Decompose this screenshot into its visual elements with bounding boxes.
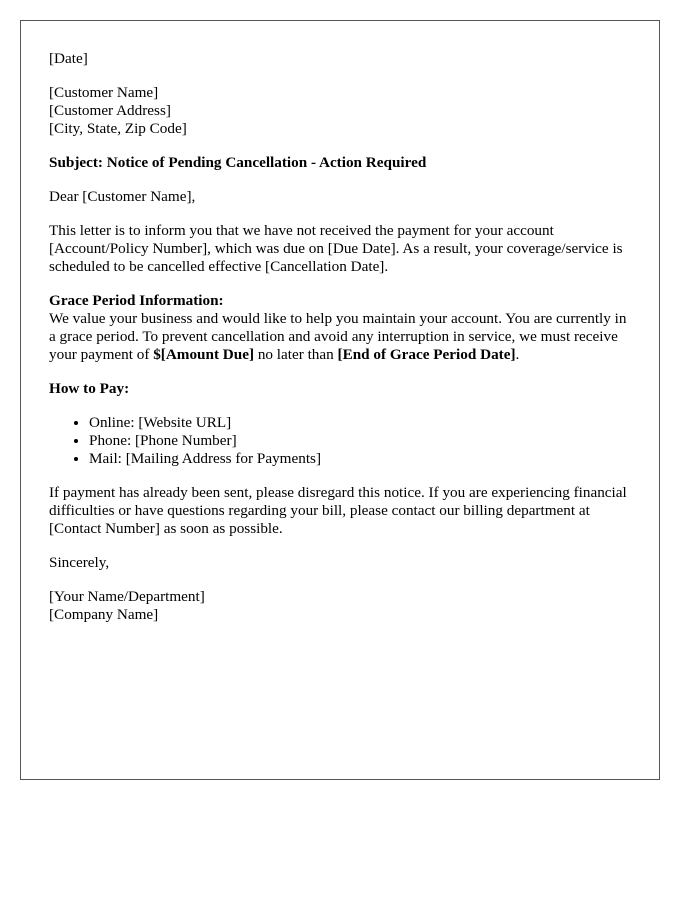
amount-due (153, 346, 254, 363)
payment-method-mail: • Mail: [Mailing Address for Payments] (89, 450, 631, 468)
letter-page (20, 20, 660, 780)
signature-block (49, 588, 631, 624)
salutation: Dear [Customer Name], (49, 188, 196, 205)
amount-placeholder: [Amount Due] (160, 346, 255, 363)
recipient-address-block (49, 84, 631, 138)
signature-name-department: [Your Name/Department] (49, 588, 205, 605)
recipient-city-state-zip: [City, State, Zip Code] (49, 120, 187, 137)
payment-methods-list (49, 414, 631, 468)
grace-period-section (49, 292, 631, 364)
grace-deadline: [End of Grace Period Date] (337, 346, 516, 363)
subject-line: Subject: Notice of Pending Cancellation - Action Required (49, 154, 427, 171)
grace-period-heading: Grace Period Information: (49, 292, 224, 309)
how-to-pay-heading: How to Pay: (49, 380, 130, 397)
grace-text-middle: no later than (254, 346, 338, 363)
grace-period-text (49, 310, 626, 363)
sign-off: Sincerely, (49, 554, 110, 571)
payment-method-phone: • Phone: [Phone Number] (89, 432, 631, 450)
payment-method-online: • Online: [Website URL] (89, 414, 631, 432)
letter-date: [Date] (49, 50, 88, 67)
grace-text-before: We value your business and would like to help you maintain your account. You are currently in a grace period. To prevent cancellation and avoid any interruption in service, we must receive your payment of (49, 310, 627, 363)
signature-company: [Company Name] (49, 606, 159, 623)
recipient-address: [Customer Address] (49, 102, 171, 119)
closing-paragraph: If payment has already been sent, please disregard this notice. If you are experiencing financial difficulties or have questions regarding your bill, please contact our billing department at [Contact Number] as soon as possible. (49, 484, 627, 537)
amount-prefix: $ (153, 346, 161, 363)
how-to-pay-section (49, 380, 631, 468)
grace-text-after: . (515, 346, 520, 363)
intro-paragraph: This letter is to inform you that we have not received the payment for your account [Account/Policy Number], which was due on [Due Date]. As a result, your coverage/service is scheduled to be cancelled effective [Cancellation Date]. (49, 222, 623, 275)
recipient-name: [Customer Name] (49, 84, 159, 101)
